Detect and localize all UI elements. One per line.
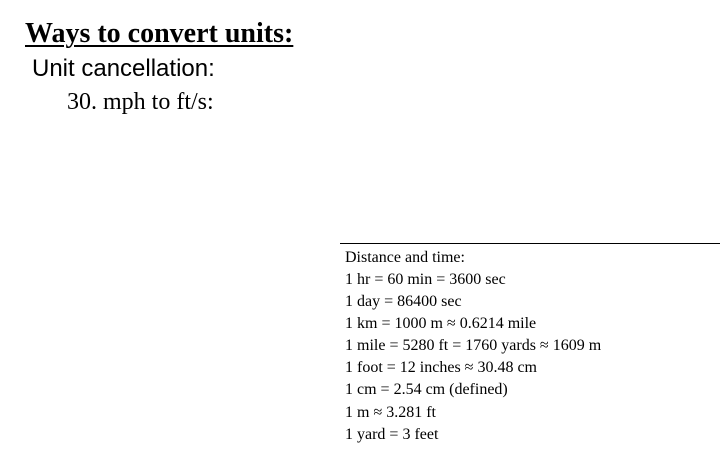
problem-statement: 30. mph to ft/s: [67, 89, 214, 115]
section-subtitle: Unit cancellation: [32, 55, 215, 82]
slide-title: Ways to convert units: [25, 18, 294, 49]
conversion-line: 1 foot = 12 inches ≈ 30.48 cm [345, 359, 537, 377]
conversion-line: 1 km = 1000 m ≈ 0.6214 mile [345, 315, 537, 333]
conversion-list [345, 269, 601, 446]
conversion-line: 1 m ≈ 3.281 ft [345, 403, 436, 421]
conversion-line: 1 day = 86400 sec [345, 293, 462, 311]
conversion-reference-table [340, 243, 720, 450]
conversion-line: 1 cm = 2.54 cm (defined) [345, 381, 508, 399]
conversion-line: 1 yard = 3 feet [345, 425, 439, 443]
conversion-line: 1 hr = 60 min = 3600 sec [345, 271, 506, 288]
conversion-line: 1 mile = 5280 ft = 1760 yards ≈ 1609 m [345, 337, 602, 355]
reference-heading: Distance and time: [345, 249, 465, 266]
